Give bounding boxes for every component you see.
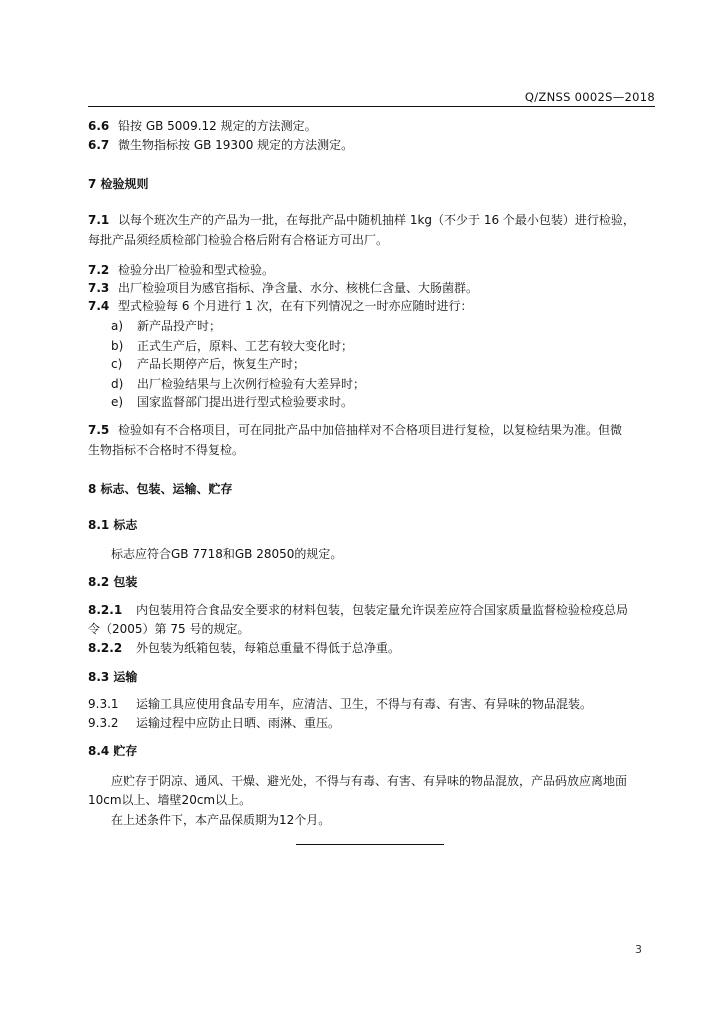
list-label: c) bbox=[111, 357, 123, 371]
clause-text: 内包装用符合食品安全要求的材料包装，包装定量允许误差应符合国家质量监督检验检疫总局 bbox=[136, 603, 629, 617]
list-label: d) bbox=[111, 377, 124, 391]
clause-6-6 bbox=[88, 118, 317, 134]
page-number: 3 bbox=[635, 943, 642, 956]
clause-8-4-text-cont: 10cm以上、墙壁20cm以上。 bbox=[88, 793, 252, 807]
section-8-4-title: 8.4 贮存 bbox=[88, 744, 138, 758]
clause-number: 8.2.2 bbox=[88, 641, 123, 655]
clause-8-4-text: 应贮存于阴凉、通风、干燥、避光处，不得与有毒、有害、有异味的物品混放，产品码放应离地面 bbox=[111, 774, 628, 788]
clause-8-2-2 bbox=[88, 640, 400, 656]
clause-8-2-1 bbox=[88, 602, 628, 618]
clause-number: 7.4 bbox=[88, 299, 110, 313]
clause-7-5-cont: 生物指标不合格时不得复检。 bbox=[88, 443, 245, 457]
clause-number: 9.3.1 bbox=[88, 697, 119, 711]
list-item-b bbox=[111, 338, 353, 354]
clause-text: 检验分出厂检验和型式检验。 bbox=[118, 263, 275, 277]
end-rule bbox=[296, 844, 444, 845]
list-text: 正式生产后，原料、工艺有较大变化时； bbox=[137, 339, 354, 353]
clause-number: 7.2 bbox=[88, 263, 110, 277]
section-8-1-title: 8.1 标志 bbox=[88, 518, 138, 532]
clause-7-2 bbox=[88, 262, 274, 278]
clause-number: 7.1 bbox=[88, 213, 110, 227]
clause-number: 9.3.2 bbox=[88, 716, 119, 730]
clause-text: 微生物指标按 GB 19300 规定的方法测定。 bbox=[118, 138, 354, 152]
clause-number: 8.2.1 bbox=[88, 603, 123, 617]
clause-text: 型式检验每 6 个月进行 1 次，在有下列情况之一时亦应随时进行： bbox=[118, 299, 473, 313]
clause-7-3 bbox=[88, 280, 478, 296]
clause-8-1-text: 标志应符合GB 7718和GB 28050的规定。 bbox=[111, 547, 343, 561]
section-8-3-title: 8.3 运输 bbox=[88, 670, 138, 684]
section-8-title: 8 标志、包装、运输、贮存 bbox=[88, 482, 233, 496]
list-text: 出厂检验结果与上次例行检验有大差异时； bbox=[137, 377, 366, 391]
list-item-e bbox=[111, 394, 353, 410]
clause-number: 7.5 bbox=[88, 423, 110, 437]
clause-text: 以每个班次生产的产品为一批，在每批产品中随机抽样 1kg（不少于 16 个最小包装）进行检验， bbox=[118, 213, 635, 227]
list-item-a bbox=[111, 318, 221, 334]
document-code: Q/ZNSS 0002S—2018 bbox=[524, 90, 655, 104]
clause-text: 出厂检验项目为感官指标、净含量、水分、核桃仁含量、大肠菌群。 bbox=[118, 281, 479, 295]
clause-text: 运输工具应使用食品专用车，应清洁、卫生，不得与有毒、有害、有异味的物品混装。 bbox=[136, 697, 593, 711]
list-item-d bbox=[111, 376, 365, 392]
list-text: 产品长期停产后，恢复生产时； bbox=[137, 357, 306, 371]
clause-6-7 bbox=[88, 137, 353, 153]
clause-7-4 bbox=[88, 298, 473, 314]
clause-number: 7.3 bbox=[88, 281, 110, 295]
clause-8-2-1-cont: 令（2005）第 75 号的规定。 bbox=[88, 622, 250, 636]
list-label: b) bbox=[111, 339, 124, 353]
header-rule bbox=[88, 106, 655, 107]
clause-text: 外包装为纸箱包装，每箱总重量不得低于总净重。 bbox=[136, 641, 401, 655]
clause-7-1-cont: 每批产品须经质检部门检验合格后附有合格证方可出厂。 bbox=[88, 233, 389, 247]
list-label: e) bbox=[111, 395, 124, 409]
clause-8-4-shelf-life: 在上述条件下，本产品保质期为12个月。 bbox=[111, 813, 331, 827]
clause-text: 运输过程中应防止日晒、雨淋、重压。 bbox=[136, 716, 341, 730]
section-7-title: 7 检验规则 bbox=[88, 177, 149, 191]
clause-text: 检验如有不合格项目，可在同批产品中加倍抽样对不合格项目进行复检，以复检结果为准。但微 bbox=[118, 423, 623, 437]
list-label: a) bbox=[111, 319, 124, 333]
clause-number: 6.6 bbox=[88, 119, 110, 133]
clause-text: 铅按 GB 5009.12 规定的方法测定。 bbox=[118, 119, 317, 133]
clause-9-3-2 bbox=[88, 715, 340, 731]
section-8-2-title: 8.2 包装 bbox=[88, 575, 138, 589]
clause-9-3-1 bbox=[88, 696, 592, 712]
clause-7-1 bbox=[88, 212, 635, 228]
list-text: 国家监督部门提出进行型式检验要求时。 bbox=[137, 395, 354, 409]
clause-7-5 bbox=[88, 422, 622, 438]
list-item-c bbox=[111, 356, 305, 372]
list-text: 新产品投产时； bbox=[137, 319, 222, 333]
clause-number: 6.7 bbox=[88, 138, 110, 152]
